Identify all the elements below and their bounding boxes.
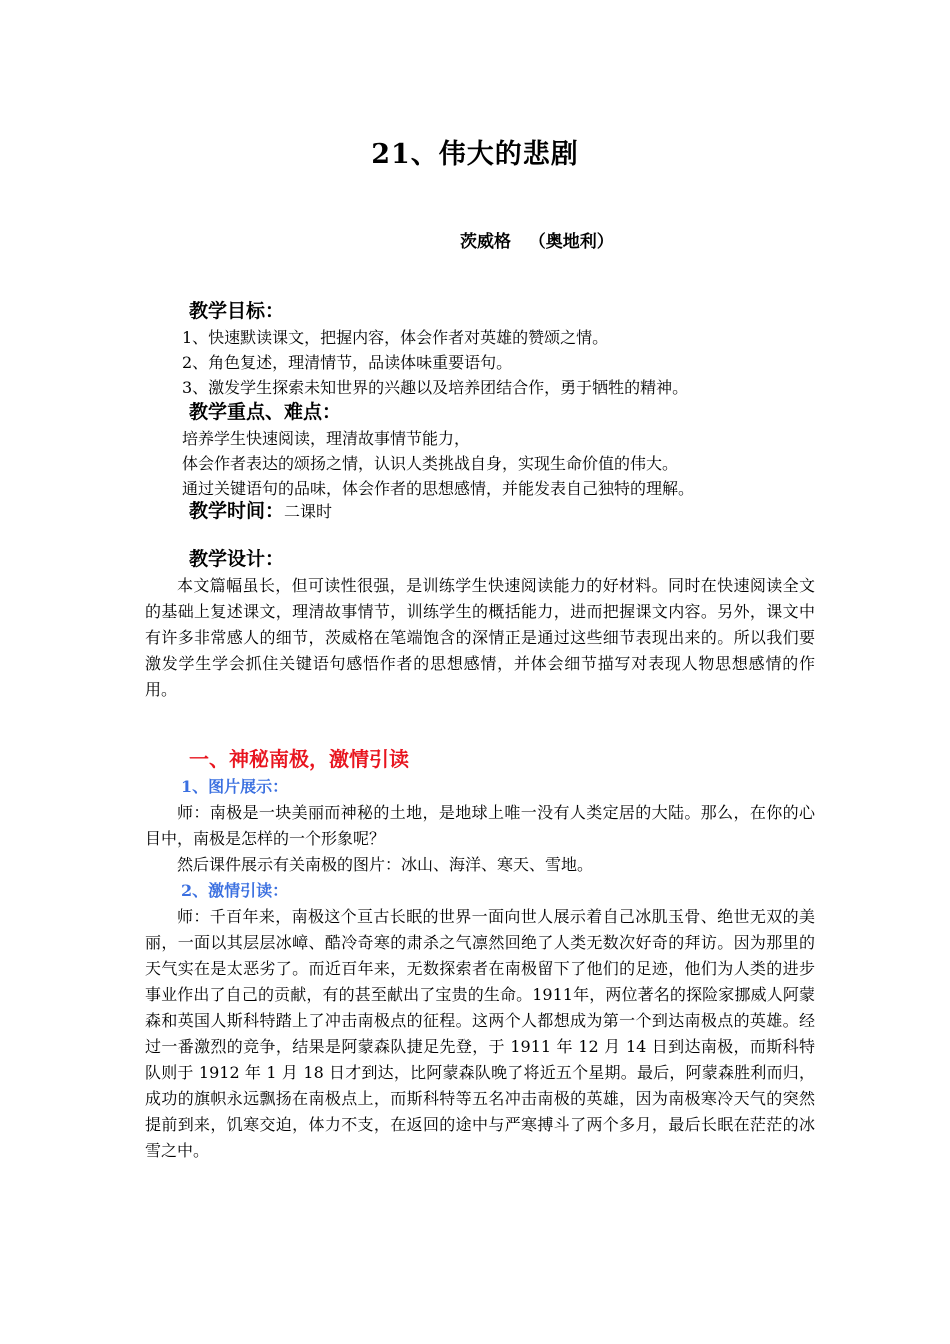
key-points-section (145, 398, 815, 501)
goals-section (145, 297, 815, 400)
key-point-item: 培养学生快速阅读，理清故事情节能力， (182, 429, 471, 448)
part1-sub1-paragraph: 师：南极是一块美丽而神秘的土地，是地球上唯一没有人类定居的大陆。那么，在你的心目中，南极是怎样的一个形象呢？ (145, 803, 815, 848)
document-author: 茨威格 （奥地利） (460, 232, 614, 252)
time-value: 二课时 (284, 502, 333, 521)
design-heading: 教学设计： (189, 548, 285, 570)
key-point-item: 通过关键语句的品味，体会作者的思想感情，并能发表自己独特的理解。 (182, 479, 695, 498)
document-title: 21、伟大的悲剧 (371, 139, 579, 170)
design-section (145, 545, 815, 703)
part1-section (145, 744, 815, 1164)
part1-heading: 一、神秘南极，激情引读 (189, 747, 409, 771)
part1-sub1-heading: 1、图片展示： (181, 777, 289, 796)
part1-sub2-paragraph: 师：千百年来，南极这个亘古长眠的世界一面向世人展示着自己冰肌玉骨、绝世无双的美丽，一面以其层层冰嶂、酷冷奇寒的肃杀之气凛然回绝了人类无数次好奇的拜访。因为那里的天气实在是太恶劣了。而近百年来，无数探索者在南极留下了他们的足迹，他们为人类的进步事业作出了自己的贡献，有的甚至献出了宝贵的生命。1911年，两位著名的探险家挪威人阿蒙森和英国人斯科特踏上了冲击南极点的征程。这两个人都想成为第一个到达南极点的英雄。经过一番激烈的竞争，结果是阿蒙森队捷足先登，于 1911 年 12 月 14 日到达南极，而斯科特队则于 1912 年 1 月 18 日才到达，比阿蒙森队晚了将近五个星期。最后，阿蒙森胜利而归，成功的旗帜永远飘扬在南极点上，而斯科特等五名冲击南极的英雄，因为南极寒冷天气的突然提前到来，饥寒交迫，体力不支，在返回的途中与严寒搏斗了两个多月，最后长眠在茫茫的冰雪之中。 (145, 907, 815, 1160)
key-points-heading: 教学重点、难点： (189, 401, 342, 423)
time-section (145, 497, 815, 526)
time-heading (189, 497, 815, 526)
goals-heading: 教学目标： (189, 300, 285, 322)
part1-sub1-paragraph: 然后课件展示有关南极的图片：冰山、海洋、寒天、雪地。 (177, 855, 594, 874)
design-paragraph: 本文篇幅虽长，但可读性很强，是训练学生快速阅读能力的好材料。同时在快速阅读全文的基础上复述课文，理清故事情节，训练学生的概括能力，进而把握课文内容。另外，课文中有许多非常感人的细节，茨威格在笔端饱含的深情正是通过这些细节表现出来的。所以我们要激发学生学会抓住关键语句感悟作者的思想感情，并体会细节描写对表现人物思想感情的作用。 (145, 576, 815, 699)
key-point-item: 体会作者表达的颂扬之情，认识人类挑战自身，实现生命价值的伟大。 (182, 454, 679, 473)
part1-sub2-heading: 2、激情引读： (181, 881, 289, 900)
goal-item: 3、激发学生探索未知世界的兴趣以及培养团结合作，勇于牺牲的精神。 (182, 378, 689, 397)
goal-item: 1、快速默读课文，把握内容，体会作者对英雄的赞颂之情。 (182, 328, 609, 347)
goal-item: 2、角色复述，理清情节，品读体味重要语句。 (182, 353, 513, 372)
time-heading-label: 教学时间： (189, 500, 285, 522)
